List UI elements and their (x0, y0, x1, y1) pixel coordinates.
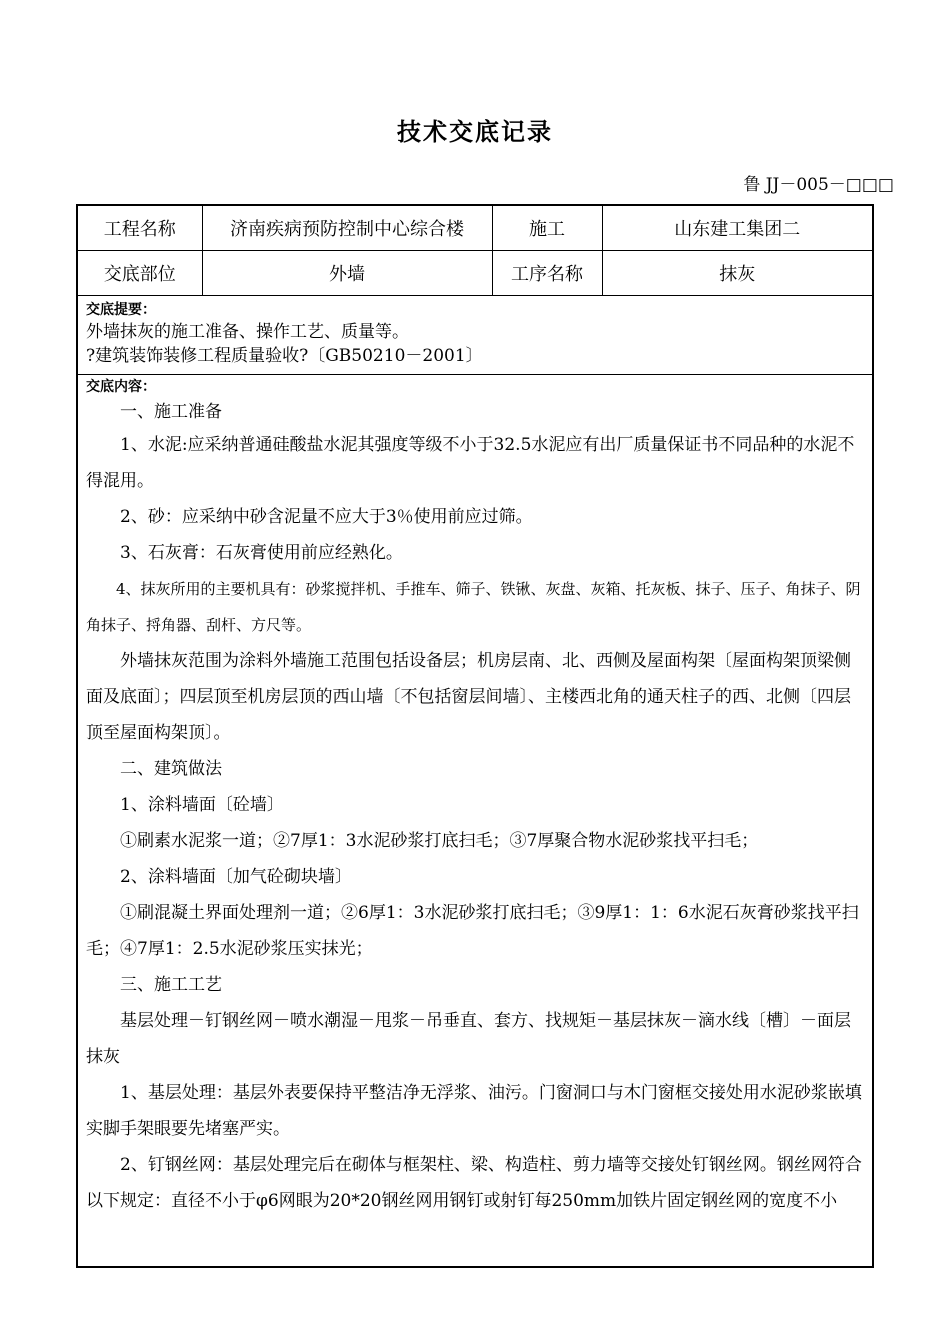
content-paragraph: ①刷混凝土界面处理剂一道；②6厚1：3水泥砂浆打底扫毛；③9厚1：1：6水泥石灰膏砂浆找平扫毛；④7厚1：2.5水泥砂浆压实抹光； (86, 903, 859, 959)
part-value: 外墙 (202, 251, 492, 296)
document-title: 技术交底记录 (397, 118, 553, 146)
content-paragraph: 基层处理－钉钢丝网－喷水潮湿－甩浆－吊垂直、套方、找规矩－基层抹灰－滴水线〔槽〕－面层抹灰 (86, 1011, 851, 1067)
content-paragraph: 1、涂料墙面〔砼墙〕 (120, 795, 284, 815)
construction-value: 山东建工集团二 (602, 206, 872, 251)
content-section (78, 375, 872, 1219)
content-paragraph: 1、水泥:应采纳普通硅酸盐水泥其强度等级不小于32.5水泥应有出厂质量保证书不同品种的水泥不得混用。 (86, 435, 855, 491)
content-paragraph: 1、基层处理：基层外表要保持平整洁净无浮浆、油污。门窗洞口与木门窗框交接处用水泥砂浆嵌填实脚手架眼要先堵塞严实。 (86, 1083, 862, 1139)
construction-label: 施工 (492, 206, 602, 251)
part-label: 交底部位 (78, 251, 202, 296)
process-value: 抹灰 (602, 251, 872, 296)
content-paragraph: ①刷素水泥浆一道；②7厚1：3水泥砂浆打底扫毛；③7厚聚合物水泥砂浆找平扫毛； (120, 831, 759, 851)
header-row-part (78, 251, 872, 296)
content-paragraph: 外墙抹灰范围为涂料外墙施工范围包括设备层；机房层南、北、西侧及屋面构架〔屋面构架顶梁侧面及底面〕；四层顶至机房层顶的西山墙〔不包括窗层间墙〕、主楼西北角的通天柱子的西、北侧〔四层顶至屋面构架顶〕。 (86, 651, 851, 743)
document-number: 鲁 JJ－005－□□□ (743, 175, 894, 195)
heading-preparation: 一、施工准备 (120, 402, 222, 422)
summary-section (78, 296, 872, 375)
summary-line: ?建筑装饰装修工程质量验收?〔GB50210－2001〕 (86, 346, 483, 366)
content-paragraph: 4、抹灰所用的主要机具有：砂浆搅拌机、手推车、筛子、铁锹、灰盘、灰箱、托灰板、抹子、压子、角抹子、阴角抹子、捋角器、刮杆、方尺等。 (86, 580, 861, 634)
heading-process: 三、施工工艺 (120, 975, 222, 995)
project-name-value: 济南疾病预防控制中心综合楼 (202, 206, 492, 251)
heading-construction-method: 二、建筑做法 (120, 759, 222, 779)
content-label: 交底内容： (86, 379, 156, 395)
project-name-label: 工程名称 (78, 206, 202, 251)
record-form (76, 204, 874, 1268)
content-paragraph: 3、石灰膏：石灰膏使用前应经熟化。 (120, 543, 403, 563)
process-label: 工序名称 (492, 251, 602, 296)
summary-line: 外墙抹灰的施工准备、操作工艺、质量等。 (86, 322, 409, 342)
content-paragraph: 2、砂：应采纳中砂含泥量不应大于3％使用前应过筛。 (120, 507, 533, 527)
header-table (78, 206, 872, 296)
content-paragraph: 2、钉钢丝网：基层处理完后在砌体与框架柱、梁、构造柱、剪力墙等交接处钉钢丝网。钢丝网符合以下规定：直径不小于φ6网眼为20*20钢丝网用钢钉或射钉每250mm加铁片固定钢丝网的宽度不小 (86, 1155, 862, 1211)
content-paragraph: 2、涂料墙面〔加气砼砌块墙〕 (120, 867, 352, 887)
summary-label: 交底提要： (86, 302, 156, 318)
header-row-project (78, 206, 872, 251)
